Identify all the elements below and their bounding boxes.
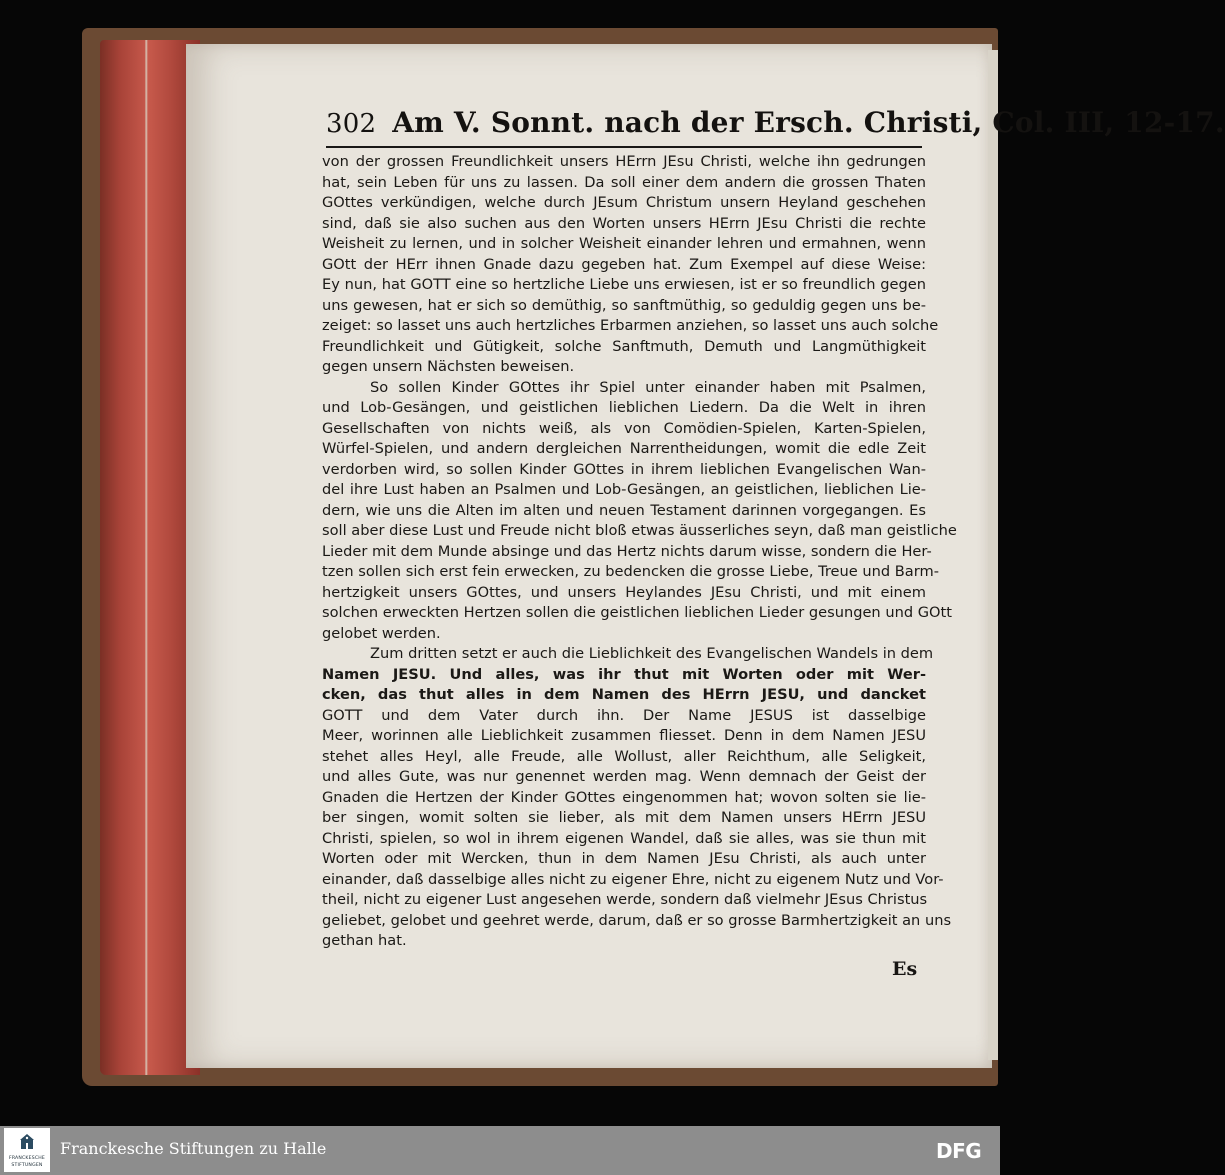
page-header	[326, 106, 1225, 139]
text-line: So sollen Kinder GOttes ihr Spiel unter einander haben mit Psalmen,	[370, 378, 926, 396]
text-line: von der grossen Freundlichkeit unsers HErrn JEsu Christi, welche ihn gedrungen	[322, 153, 926, 170]
page-edges-right	[988, 50, 998, 1060]
text-line: GOttes verkündigen, welche durch JEsum Christum unsern Heyland geschehen	[322, 194, 926, 211]
text-line: einander, daß dasselbige alles nicht zu eigener Ehre, nicht zu eigenem Nutz und Vor-	[322, 870, 944, 888]
text-line: GOtt der HErr ihnen Gnade dazu gegeben hat. Zum Exempel auf diese Weise:	[322, 255, 926, 273]
text-line: gethan hat.	[322, 932, 407, 949]
text-line: Worten oder mit Wercken, thun in dem Namen JEsu Christi, als auch unter	[322, 850, 926, 867]
header-rule	[326, 146, 922, 148]
text-line: gegen unsern Nächsten beweisen.	[322, 358, 575, 375]
text-line: dern, wie uns die Alten im alten und neuen Testament darinnen vorgegangen. Es	[322, 501, 926, 519]
text-line: zeiget: so lasset uns auch hertzliches Erbarmen anziehen, so lasset uns auch solche	[322, 317, 939, 334]
text-line: geliebet, gelobet und geehret werde, darum, daß er so grosse Barmhertzigkeit an uns	[322, 911, 952, 929]
text-line: Zum dritten setzt er auch die Lieblichkeit des Evangelischen Wandels in dem	[370, 645, 934, 662]
text-line: stehet alles Heyl, alle Freude, alle Wollust, aller Reichthum, alle Seligkeit,	[322, 747, 926, 765]
text-line: tzen sollen sich erst fein erwecken, zu bedencken die grosse Liebe, Treue und Barm-	[322, 563, 939, 580]
text-line: theil, nicht zu eigener Lust angesehen werde, sondern daß vielmehr JEsus Christus	[322, 891, 928, 908]
text-line: Weisheit zu lernen, und in solcher Weisheit einander lehren und ermahnen, wenn	[322, 235, 926, 252]
text-line: Freundlichkeit und Gütigkeit, solche Sanftmuth, Demuth und Langmüthigkeit	[322, 337, 926, 355]
text-line: Gesellschaften von nichts weiß, als von Comödien-Spielen, Karten-Spielen,	[322, 419, 926, 437]
text-line: del ihre Lust haben an Psalmen und Lob-Gesängen, an geistlichen, lieblichen Lie-	[322, 481, 926, 498]
text-line: cken, das thut alles in dem Namen des HErrn JESU, und dancket	[322, 686, 926, 703]
text-line: Lieder mit dem Munde absinge und das Hertz nichts darum wisse, sondern die Her-	[322, 542, 932, 560]
text-line: Meer, worinnen alle Lieblichkeit zusammen fliesset. Denn in dem Namen JESU	[322, 727, 926, 744]
running-head: Am V. Sonnt. nach der Ersch. Christi, Col. III, 12-17.	[392, 106, 1225, 139]
institution-name: Franckesche Stiftungen zu Halle	[60, 1139, 327, 1158]
body-text	[322, 152, 957, 952]
text-line: gelobet werden.	[322, 624, 441, 642]
paragraph-3	[322, 644, 952, 952]
text-line: ber singen, womit solten sie lieber, als mit dem Namen unsers HErrn JESU	[322, 809, 926, 826]
text-line: Namen JESU. Und alles, was ihr thut mit Worten oder mit Wer-	[322, 665, 926, 683]
catchword: Es	[892, 958, 918, 980]
text-line: GOTT und dem Vater durch ihn. Der Name JESUS ist dasselbige	[322, 706, 926, 724]
text-line: uns gewesen, hat er sich so demüthig, so sanftmüthig, so geduldig gegen uns be-	[322, 296, 926, 314]
text-line: Christi, spielen, so wol in ihrem eigenen Wandel, daß sie alles, was sie thun mit	[322, 829, 926, 847]
text-line: verdorben wird, so sollen Kinder GOttes in ihrem lieblichen Evangelischen Wan-	[322, 460, 926, 478]
paragraph-2	[322, 378, 957, 645]
institution-logo[interactable]	[4, 1128, 50, 1172]
viewer-footer	[0, 1126, 1000, 1175]
text-line: sind, daß sie also suchen aus den Worten unsers HErrn JEsu Christi die rechte	[322, 214, 926, 232]
page-edges-left	[100, 40, 200, 1075]
text-line: und alles Gute, was nur genennet werden mag. Wenn demnach der Geist der	[322, 768, 926, 785]
logo-caption-line2: STIFTUNGEN	[11, 1163, 43, 1168]
text-line: Gnaden die Hertzen der Kinder GOttes eingenommen hat; wovon solten sie lie-	[322, 788, 926, 806]
dfg-logo[interactable]: DFG	[936, 1139, 982, 1163]
text-line: und Lob-Gesängen, und geistlichen lieblichen Liedern. Da die Welt in ihren	[322, 399, 926, 416]
text-line: solchen erweckten Hertzen sollen die geistlichen lieblichen Lieder gesungen und GOtt	[322, 604, 952, 621]
logo-caption-line1: FRANCKESCHE	[8, 1156, 46, 1161]
text-line: Würfel-Spielen, und andern dergleichen Narrentheidungen, womit die edle Zeit	[322, 440, 926, 457]
page-number: 302	[326, 109, 377, 139]
text-line: Ey nun, hat GOTT eine so hertzliche Liebe uns erwiesen, ist er so freundlich gegen	[322, 276, 926, 293]
orphanage-building-icon	[18, 1132, 36, 1150]
text-line: soll aber diese Lust und Freude nicht bloß etwas äusserliches seyn, daß man geistliche	[322, 522, 957, 539]
paragraph-1	[322, 152, 939, 378]
text-line: hertzigkeit unsers GOttes, und unsers Heylandes JEsu Christi, und mit einem	[322, 583, 926, 601]
text-line: hat, sein Leben für uns zu lassen. Da soll einer dem andern die grossen Thaten	[322, 173, 926, 191]
